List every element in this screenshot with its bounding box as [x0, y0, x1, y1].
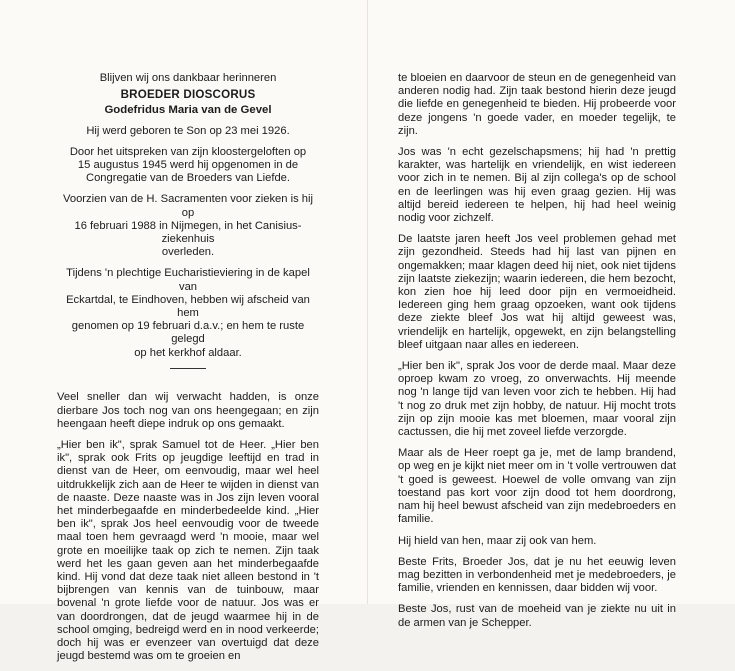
right-column [398, 72, 676, 638]
body-paragraph: Veel sneller dan wij verwacht hadden, is onze dierbare Jos toch nog van ons heengegaan; en zijn heengaan heeft diepe indruk op ons gemaakt. [57, 391, 319, 430]
vows-paragraph [57, 146, 319, 186]
farewell-line: genomen op 19 februari d.a.v.; en hem te ruste gelegd [71, 320, 305, 346]
intro-line: Blijven wij ons dankbaar herinneren [99, 72, 277, 84]
body-paragraph: Maar als de Heer roept ga je, met de lamp brandend, op weg en je kijkt niet meer om in 't volle vertrouwen dat 't goed is geweest. Hoewel de volle omvang van zijn toestand pas kort voor zijn dood tot hem doordrong, nam hij heel bewust afscheid van zijn medebroeders en familie. [398, 447, 676, 526]
vows-line: Door het uitspreken van zijn kloostergeloften op [69, 145, 307, 158]
body-paragraph: Beste Jos, rust van de moeheid van je ziekte nu uit in de armen van je Schepper. [398, 603, 676, 629]
memorial-header [57, 72, 319, 360]
deceased-title: BROEDER DIOSCORUS [120, 88, 256, 102]
section-divider [170, 368, 206, 370]
farewell-line: Eckartdal, te Eindhoven, hebben wij afscheid van hem [66, 293, 310, 320]
farewell-paragraph [57, 267, 319, 359]
death-line: 16 februari 1988 in Nijmegen, in het Canisius-ziekenhuis [74, 219, 302, 246]
body-paragraph: Beste Frits, Broeder Jos, dat je nu het eeuwig leven mag bezitten in verbondenheid met je medebroeders, je familie, vrienden en kennissen, daar bidden wij voor. [398, 555, 676, 595]
body-paragraph: Jos was 'n echt gezelschapsmens; hij had 'n prettig karakter, was hartelijk en vriendelijk, en wist iedereen voor zich in te nemen. Bij al zijn collega's op de school en de leerlingen was hij even graag gezien. Hij was altijd bereid iedereen te helpen, hij had heel weinig nodig voor zichzelf. [398, 146, 676, 225]
body-paragraph: „Hier ben ik", sprak Samuel tot de Heer. „Hier ben ik", sprak ook Frits op jeugdige leeftijd en trad in dienst van de Heer, om eenvoudig, maar wel heel uitdrukkelijk zich aan de Heer te wijden in dienst van de naaste. Deze naaste was in Jos zijn leven vooral het minderbegaafde en minderbedeelde kind. „Hier ben ik", sprak Jos heel eenvoudig voor de tweede maal toen hem gevraagd werd 'n mooie, maar wel grote en moeilijke taak op zich te nemen. Zijn taak werd het les gaan geven aan het minderbegaafde kind. Hij vond dat deze taak niet alleen bestond in 't bijbrengen van kennis van de tuinbouw, maar bovenal 'n grote liefde voor de natuur. Jos was er van doordrongen, dat de jeugd waarmee hij in de school omging, bedreigd werd en in nood verkeerde; doch hij was er evenzeer van overtuigd dat deze jeugd bestemd was om te groeien en [57, 438, 319, 663]
farewell-line: Tijdens 'n plechtige Eucharistieviering in de kapel van [66, 267, 310, 293]
birth-line: Hij werd geboren te Son op 23 mei 1926. [86, 124, 290, 137]
farewell-line: op het kerkhof aldaar. [134, 346, 242, 359]
death-line: overleden. [161, 246, 215, 259]
vows-line: 15 augustus 1945 werd hij opgenomen in de [77, 159, 299, 172]
body-paragraph: „Hier ben ik", sprak Jos voor de derde maal. Maar deze oproep kwam zo vroeg, zo onverwachts. Hij meende nog 'n lange tijd van leven voor zich te hebben. Hij had 't nog zo druk met zijn hobby, de natuur. Hij mocht trots zijn op zijn mooie kas met bloemen, maar vooral zijn cactussen, die hij met zoveel liefde verzorgde. [398, 360, 676, 439]
death-line: Voorzien van de H. Sacramenten voor zieken is hij op [63, 193, 313, 219]
body-paragraph: De laatste jaren heeft Jos veel problemen gehad met zijn gezondheid. Steeds had hij last van pijnen en ongemakken; maar klagen deed hij niet, ook niet tijdens zijn laatste ziekezijn; waarin iedereen, die hem bezocht, kon zien hoe hij leed door pijn en vermoeidheid. Iedereen ging hem graag opzoeken, want ook tijdens deze ziekte bleef Jos wat hij altijd geweest was, vriendelijk en hartelijk, opgewekt, en zijn belangstelling bleef uitgaan naar alles en iedereen. [398, 233, 676, 351]
deceased-full-name: Godefridus Maria van de Gevel [104, 104, 272, 117]
body-paragraph: Hij hield van hen, maar zij ook van hem. [398, 534, 597, 547]
vows-line: Congregatie van de Broeders van Liefde. [86, 172, 290, 185]
left-column [57, 72, 319, 671]
body-paragraph: te bloeien en daarvoor de steun en de genegenheid van anderen nodig had. Zijn taak bestond hierin deze jeugd die liefde en genegenheid te bieden. Hij probeerde voor deze jongens 'n goede vader, en moeder tegelijk, te zijn. [398, 72, 676, 137]
death-paragraph [57, 193, 319, 259]
